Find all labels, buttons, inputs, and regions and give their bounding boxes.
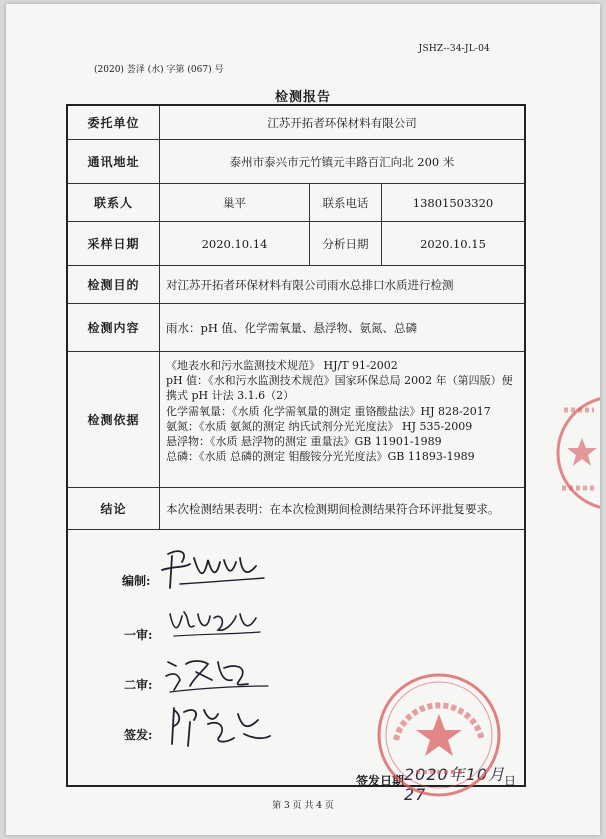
approver-signature [164, 700, 274, 750]
basis-line: 携式 pH 计法 3.1.6（2） [166, 389, 295, 403]
editor-signature [160, 544, 270, 592]
purpose-value: 对江苏开拓者环保材料有限公司雨水总排口水质进行检测 [166, 277, 454, 292]
first-review-label: 一审: [124, 628, 153, 642]
purpose-label: 检测目的 [68, 266, 160, 303]
address-label: 通讯地址 [68, 140, 160, 183]
analysis-date-label: 分析日期 [310, 222, 382, 265]
editor-label: 编制: [122, 574, 151, 588]
row-conclusion [68, 488, 524, 530]
basis-line: 氨氮：《水质 氨氮的测定 纳氏试剂分光光度法》 HJ 535-2009 [166, 419, 473, 433]
basis-line: 化学需氧量：《水质 化学需氧量的测定 重铬酸盐法》HJ 828-2017 [166, 404, 491, 418]
conclusion-value: 本次检测结果表明：在本次检测期间检测结果符合环评批复要求。 [166, 501, 500, 516]
basis-line: pH 值：《水和污水监测技术规范》国家环保总局 2002 年（第四版）便 [166, 374, 513, 388]
client-label: 委托单位 [68, 106, 160, 139]
basis-line: 悬浮物：《水质 悬浮物的测定 重量法》GB 11901-1989 [166, 435, 442, 449]
row-client [68, 106, 524, 140]
contact-value: 巢平 [160, 184, 310, 221]
row-dates [68, 222, 524, 266]
basis-line: 总磷：《水质 总磷的测定 钼酸铵分光光度法》GB 11893-1989 [166, 450, 475, 464]
sampling-date-label: 采样日期 [68, 222, 160, 265]
row-purpose [68, 266, 524, 304]
basis-label: 检测依据 [68, 352, 160, 487]
address-value: 泰州市泰兴市元竹镇元丰路百汇向北 200 米 [229, 154, 455, 169]
issue-date-handwritten: 2020年10月27 [404, 765, 506, 804]
content-value: 雨水：pH 值、化学需氧量、悬浮物、氨氮、总磷 [166, 320, 418, 335]
page-footer: 第 3 页 共 4 页 [272, 801, 334, 811]
conclusion-label: 结论 [68, 488, 160, 529]
second-review-label: 二审: [124, 678, 153, 692]
company-seal [374, 670, 504, 800]
side-seal [554, 388, 600, 518]
content-label: 检测内容 [68, 304, 160, 351]
phone-value: 13801503320 [412, 195, 494, 210]
contact-label: 联系人 [68, 184, 160, 221]
issue-date-label: 签发日期 [356, 774, 405, 788]
doc-code: JSHZ--34-JL-04 [418, 44, 490, 54]
phone-label: 联系电话 [310, 184, 382, 221]
report-title: 检测报告 [274, 90, 331, 105]
issue-date-suffix: 日 [504, 774, 517, 788]
analysis-date-value: 2020.10.15 [420, 236, 486, 251]
row-content [68, 304, 524, 352]
client-value: 江苏开拓者环保材料有限公司 [267, 115, 417, 130]
basis-line: 《地表水和污水监测技术规范》 HJ/T 91-2002 [166, 359, 398, 372]
basis-list [160, 352, 524, 487]
second-review-signature [162, 650, 272, 696]
doc-number: (2020) 荟泽 (水) 字第 (067) 号 [94, 65, 224, 75]
row-contact [68, 184, 524, 222]
row-basis [68, 352, 524, 488]
row-address [68, 140, 524, 184]
sampling-date-value: 2020.10.14 [160, 222, 310, 265]
report-page [6, 4, 600, 835]
first-review-signature [164, 602, 264, 644]
approver-label: 签发: [124, 728, 153, 742]
